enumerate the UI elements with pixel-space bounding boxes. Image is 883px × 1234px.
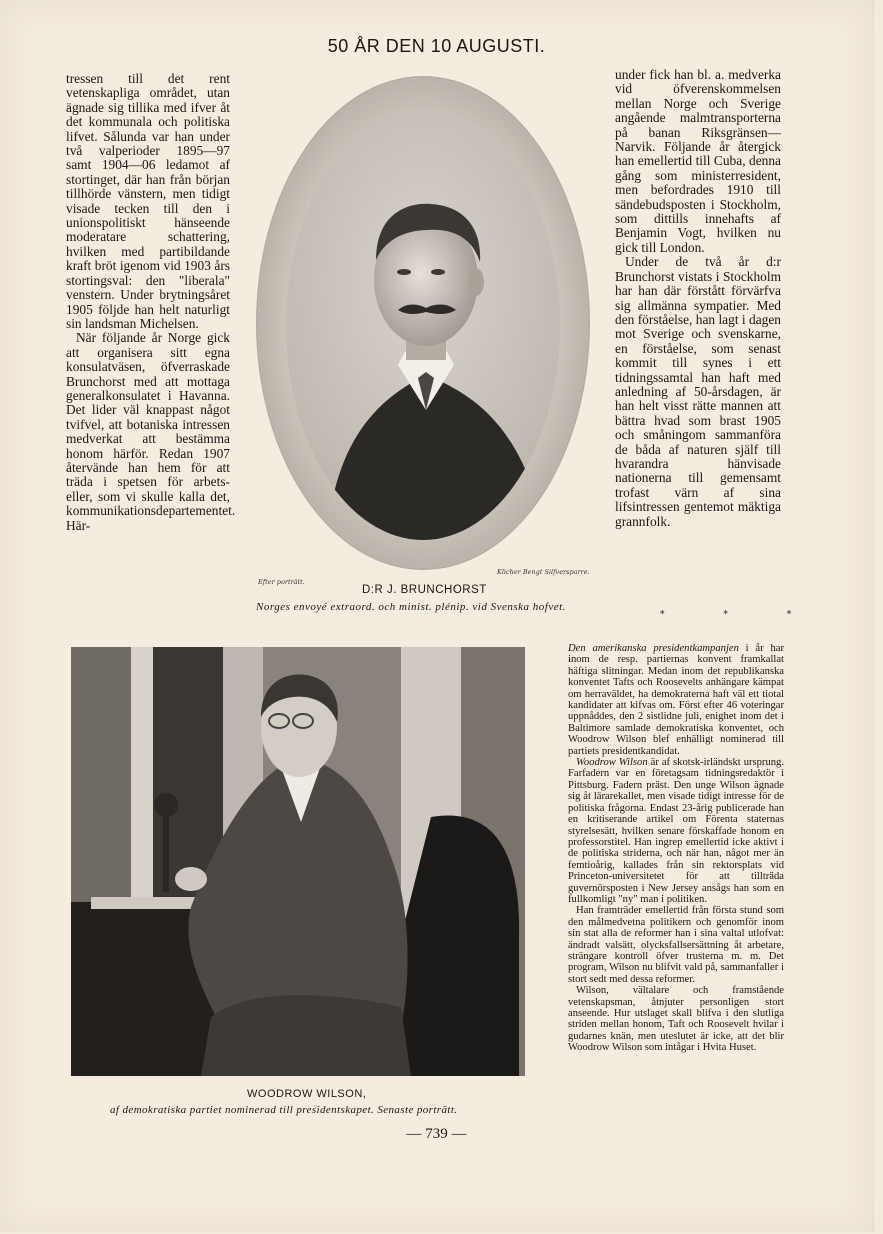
brunchorst-portrait-illustration bbox=[286, 110, 560, 540]
small-paragraph-1-lead: Den amerikanska presidentkampanjen bbox=[568, 643, 739, 654]
wilson-photo-illustration bbox=[71, 647, 525, 1076]
portrait-credit-left: Efter porträtt. bbox=[258, 578, 305, 586]
brunchorst-portrait bbox=[286, 110, 560, 540]
small-paragraph-2-body: är af skotsk-irländskt ursprung. Farfadern var en företagsam tidningsredaktör i Pittsburg. Fadern präst. Den unge Wilson ägnade sig åt lärarekallet, men visade tidigt intresse för de politiska frågorna. Endast 23-årig publicerade han en kritiserande artikel om Förenta staternas styrelsesätt, hvilken senare förskaffade honom en professorstitel. Han ingrep emellertid icke aktivt i de politiska striderna, och när han, något mer än femtioårig, kallades från sin rektorsplats vid Princeton-universitetet för att tillträda guvernörsposten i New Jersey ansågs han som en fullkomligt "ny" man i politiken. bbox=[568, 757, 785, 905]
wilson-photo bbox=[71, 647, 525, 1076]
wilson-caption: WOODROW WILSON, bbox=[247, 1088, 367, 1100]
wilson-subcaption: af demokratiska partiet nominerad till presidentskapet. Senaste porträtt. bbox=[110, 1104, 458, 1116]
left-paragraph-1: tressen till det rent vetenskapliga området, utan ägnade sig tillika med ifver åt det kommunala och politiska lifvet. Sålunda var han under två valperioder 1895—97 samt 1904—06 ledamot af stortinget, där han från början tillhörde vänstern, men tidigt visade tecken till den i unionspolitiskt hänseende moderatare schattering, hvilken med partibildande kraft bröt igenom vid 1903 års stortingsval: den "liberala" venstern. Under brytningsåret 1905 följde han helt naturligt sin landsman Michelsen. bbox=[66, 71, 230, 331]
left-column bbox=[66, 71, 236, 533]
right-column bbox=[615, 68, 781, 529]
portrait-subcaption: Norges envoyé extraord. och minist. plénip. vid Svenska hofvet. bbox=[256, 601, 566, 613]
small-paragraph-1-body: i år har inom de resp. partiernas konvent framkallat häftiga slitningar. Medan inom det republikanska konventet Tafts och Roosevelts anhängare kämpat om herraväldet, ha demokraterna haft väl ett tiotal kandidater att kifvas om. Först efter 46 voteringar uppnåddes, den 2 sistlidne juli, enighet inom det i Baltimore samlade demokratiska konventet, och Woodrow Wilson blef enhälligt nominerad till partiets presidentkandidat. bbox=[568, 643, 784, 757]
right-paragraph-1: under fick han bl. a. medverka vid öfverenskommelsen mellan Norge och Sverige angående malmtransporterna på banan Riksgränsen—Narvik. Följande år återgick han emellertid till Cuba, denna gång som ministerresident, men befordrades 1910 till sändebudsposten i Stockholm, som dittills innehafts af Benjamin Vogt, hvilken nu gick till London. bbox=[615, 67, 781, 255]
portrait-credit-right: Klicher Bengt Silfversparre. bbox=[497, 568, 590, 576]
right-paragraph-2: Under de två år d:r Brunchorst vistats i Stockholm har han där förstått förvärfva sig allmänna sympatier. Med den förståelse, han lagt i dagen mot Sverige och svenskarne, en förståelse, som senast kommit till synes i ett tidningssamtal han haft med anledning af 50-årsdagen, är han helt visst rätte mannen att bättra hvad som brast 1905 och småningom sammanföra de båda af naturen själf till hvarandra hänvisade nationerna till gemensamt trofast värn af sina lifsintressen gentemot mäktiga grannfolk. bbox=[615, 254, 781, 529]
small-paragraph-2-lead: Woodrow Wilson bbox=[576, 757, 648, 769]
small-paragraph-1 bbox=[568, 643, 784, 757]
small-print-column bbox=[568, 643, 784, 1054]
small-paragraph-4: Wilson, vältalare och framstående vetenskapsman, åtnjuter personligen stort anseende. Hur utslaget skall blifva i den slutliga striden mellan honom, Taft och Roosevelt hvilar i gudarnes knän, men uteslutet är icke, att det blir Woodrow Wilson som intågar i Hvita Huset. bbox=[568, 985, 784, 1054]
section-divider-stars: * * * bbox=[660, 610, 820, 620]
page-title: 50 ÅR DEN 10 AUGUSTI. bbox=[327, 36, 546, 56]
small-paragraph-3: Han framträder emellertid från första stund som den målmedvetna politikern och genomför inom sin stat alla de reformer han i sina valtal utlofvat: ändradt valsätt, olycksfallsersättning åt arbetare, strängare kontroll öfver trusterna m. m. Det program, Wilson nu blifvit vald på, sammanfaller i stort sedt med dessa reformer. bbox=[568, 905, 784, 985]
portrait-caption: D:R J. BRUNCHORST bbox=[362, 584, 487, 596]
left-paragraph-2: När följande år Norge gick att organisera sitt egna konsulatväsen, öfverraskade Brunchorst med att mottaga generalkonsulatet i Havanna. Det lider väl knappast något tvifvel, att botaniska intressen medverkat att bestämma honom härför. Redan 1907 återvände han hem för att träda i spetsen för arbets- eller, som vi skulle kalla det, kommunikationsdepartementet. Här- bbox=[66, 330, 236, 533]
small-paragraph-2 bbox=[568, 757, 784, 905]
page-number: — 739 — bbox=[406, 1126, 467, 1142]
